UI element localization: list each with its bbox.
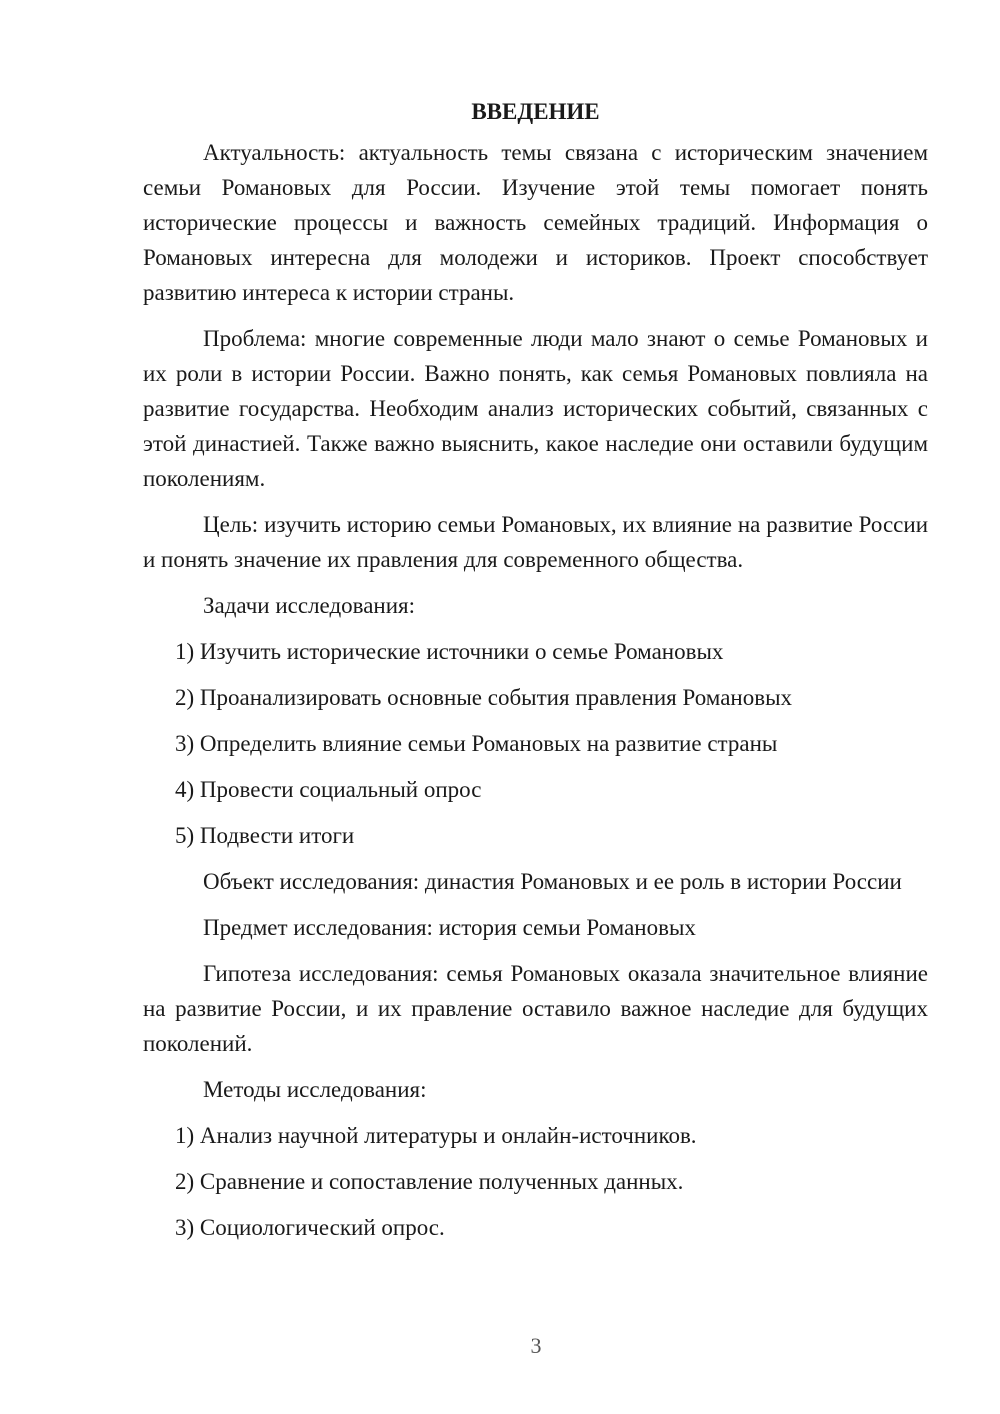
list-item: 1) Изучить исторические источники о семье Романовых bbox=[175, 639, 724, 664]
methods-heading: Методы исследования: bbox=[203, 1077, 427, 1102]
subject-paragraph: Предмет исследования: история семьи Романовых bbox=[203, 915, 696, 940]
list-item: 1) Анализ научной литературы и онлайн-источников. bbox=[175, 1123, 697, 1148]
goal-paragraph: Цель: изучить историю семьи Романовых, их влияние на развитие России и понять значение их правления для современного общества. bbox=[143, 512, 928, 572]
document-body bbox=[143, 94, 928, 1256]
page-number: 3 bbox=[530, 1333, 542, 1358]
relevance-paragraph: Актуальность: актуальность темы связана с историческим значением семьи Романовых для России. Изучение этой темы помогает понять исторические процессы и важность семейных традиций. Информация о Романовых интересна для молодежи и историков. Проект способствует развитию интереса к истории страны. bbox=[143, 140, 928, 305]
problem-paragraph: Проблема: многие современные люди мало знают о семье Романовых и их роли в истории России. Важно понять, как семья Романовых повлияла на развитие государства. Необходим анализ исторических событий, связанных с этой династией. Также важно выяснить, какое наследие они оставили будущим поколениям. bbox=[143, 326, 928, 491]
list-item: 3) Социологический опрос. bbox=[175, 1215, 445, 1240]
list-item: 5) Подвести итоги bbox=[175, 823, 355, 848]
hypothesis-paragraph: Гипотеза исследования: семья Романовых оказала значительное влияние на развитие России, и их правление оставило важное наследие для будущих поколений. bbox=[143, 961, 928, 1056]
list-item: 2) Проанализировать основные события правления Романовых bbox=[175, 685, 793, 710]
tasks-heading: Задачи исследования: bbox=[203, 593, 416, 618]
page-title: ВВЕДЕНИЕ bbox=[471, 99, 600, 124]
tasks-list bbox=[143, 634, 928, 853]
list-item: 3) Определить влияние семьи Романовых на развитие страны bbox=[175, 731, 778, 756]
object-paragraph: Объект исследования: династия Романовых и ее роль в истории России bbox=[203, 869, 902, 894]
list-item: 2) Сравнение и сопоставление полученных данных. bbox=[175, 1169, 684, 1194]
methods-list bbox=[143, 1118, 928, 1245]
list-item: 4) Провести социальный опрос bbox=[175, 777, 482, 802]
